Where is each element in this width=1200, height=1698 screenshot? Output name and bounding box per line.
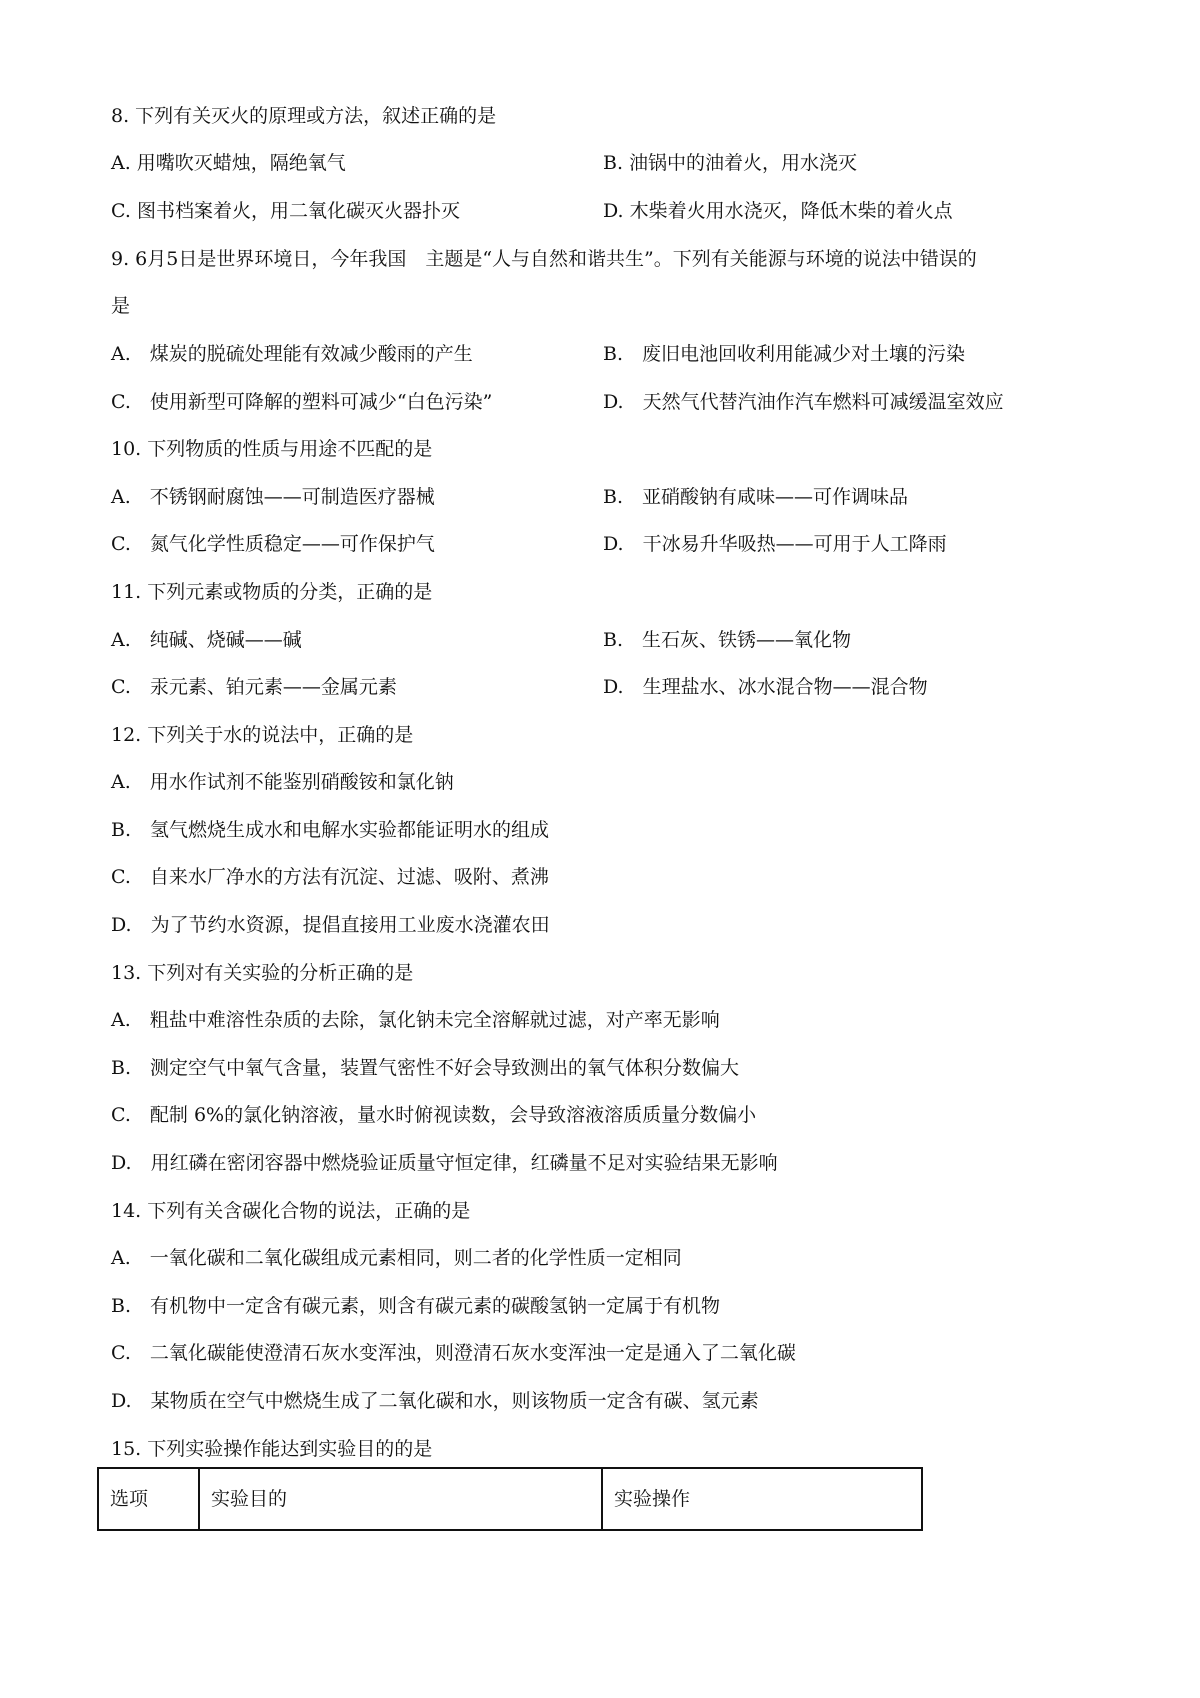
question-9-option-d: D. 天然气代替汽油作汽车燃料可减缓温室效应 [603,391,1004,413]
question-12-option-a: A. 用水作试剂不能鉴别硝酸铵和氯化钠 [111,771,454,793]
question-13-option-a: A. 粗盐中难溶性杂质的去除，氯化钠未完全溶解就过滤，对产率无影响 [111,1009,720,1031]
question-9-option-a: A. 煤炭的脱硫处理能有效减少酸雨的产生 [111,343,473,365]
question-14-option-b: B. 有机物中一定含有碳元素，则含有碳元素的碳酸氢钠一定属于有机物 [111,1295,721,1317]
question-14-option-d: D. 某物质在空气中燃烧生成了二氧化碳和水，则该物质一定含有碳、氢元素 [111,1390,759,1412]
question-13-option-b: B. 测定空气中氧气含量，装置气密性不好会导致测出的氧气体积分数偏大 [111,1057,740,1079]
question-8-stem: 8. 下列有关灭火的原理或方法，叙述正确的是 [111,105,497,127]
question-13-option-d: D. 用红磷在密闭容器中燃烧验证质量守恒定律，红磷量不足对实验结果无影响 [111,1152,778,1174]
question-13-option-c: C. 配制 6%的氯化钠溶液，量水时俯视读数，会导致溶液溶质质量分数偏小 [111,1104,757,1126]
question-13-stem: 13. 下列对有关实验的分析正确的是 [111,962,414,984]
question-9-option-c: C. 使用新型可降解的塑料可减少“白色污染” [111,391,493,413]
question-11-stem: 11. 下列元素或物质的分类，正确的是 [111,581,433,603]
question-9-stem: 9. 6月5日是世界环境日，今年我国 主题是“人与自然和谐共生”。下列有关能源与环境的说法中错误的 [111,248,977,270]
question-14-option-a: A. 一氧化碳和二氧化碳组成元素相同，则二者的化学性质一定相同 [111,1247,682,1269]
question-10-option-a: A. 不锈钢耐腐蚀——可制造医疗器械 [111,486,435,508]
question-11-option-c: C. 汞元素、铂元素——金属元素 [111,676,397,698]
question-8-option-b: B. 油锅中的油着火，用水浇灭 [603,152,858,174]
question-9-stem-continued: 是 [111,295,131,317]
question-12-option-d: D. 为了节约水资源，提倡直接用工业废水浇灌农田 [111,914,550,936]
question-12-option-b: B. 氢气燃烧生成水和电解水实验都能证明水的组成 [111,819,550,841]
table-header-purpose: 实验目的 [200,1469,603,1529]
question-10-stem: 10. 下列物质的性质与用途不匹配的是 [111,438,433,460]
question-12-stem: 12. 下列关于水的说法中，正确的是 [111,724,414,746]
experiment-table [97,1467,923,1531]
table-header-operation: 实验操作 [614,1488,691,1510]
question-8-option-c: C. 图书档案着火，用二氧化碳灭火器扑灭 [111,200,460,222]
table-header-option: 选项 [99,1469,200,1529]
question-10-option-c: C. 氮气化学性质稳定——可作保护气 [111,533,435,555]
question-14-stem: 14. 下列有关含碳化合物的说法，正确的是 [111,1200,471,1222]
question-9-option-b: B. 废旧电池回收利用能减少对土壤的污染 [603,343,966,365]
question-11-option-b: B. 生石灰、铁锈——氧化物 [603,629,852,651]
question-11-option-d: D. 生理盐水、冰水混合物——混合物 [603,676,928,698]
question-14-option-c: C. 二氧化碳能使澄清石灰水变浑浊，则澄清石灰水变浑浊一定是通入了二氧化碳 [111,1342,796,1364]
question-15-stem: 15. 下列实验操作能达到实验目的的是 [111,1438,433,1460]
question-10-option-d: D. 干冰易升华吸热——可用于人工降雨 [603,533,947,555]
question-10-option-b: B. 亚硝酸钠有咸味——可作调味品 [603,486,909,508]
question-11-option-a: A. 纯碱、烧碱——碱 [111,629,302,651]
question-12-option-c: C. 自来水厂净水的方法有沉淀、过滤、吸附、煮沸 [111,866,549,888]
question-8-option-a: A. 用嘴吹灭蜡烛，隔绝氧气 [111,152,346,174]
question-8-option-d: D. 木柴着火用水浇灭，降低木柴的着火点 [603,200,953,222]
